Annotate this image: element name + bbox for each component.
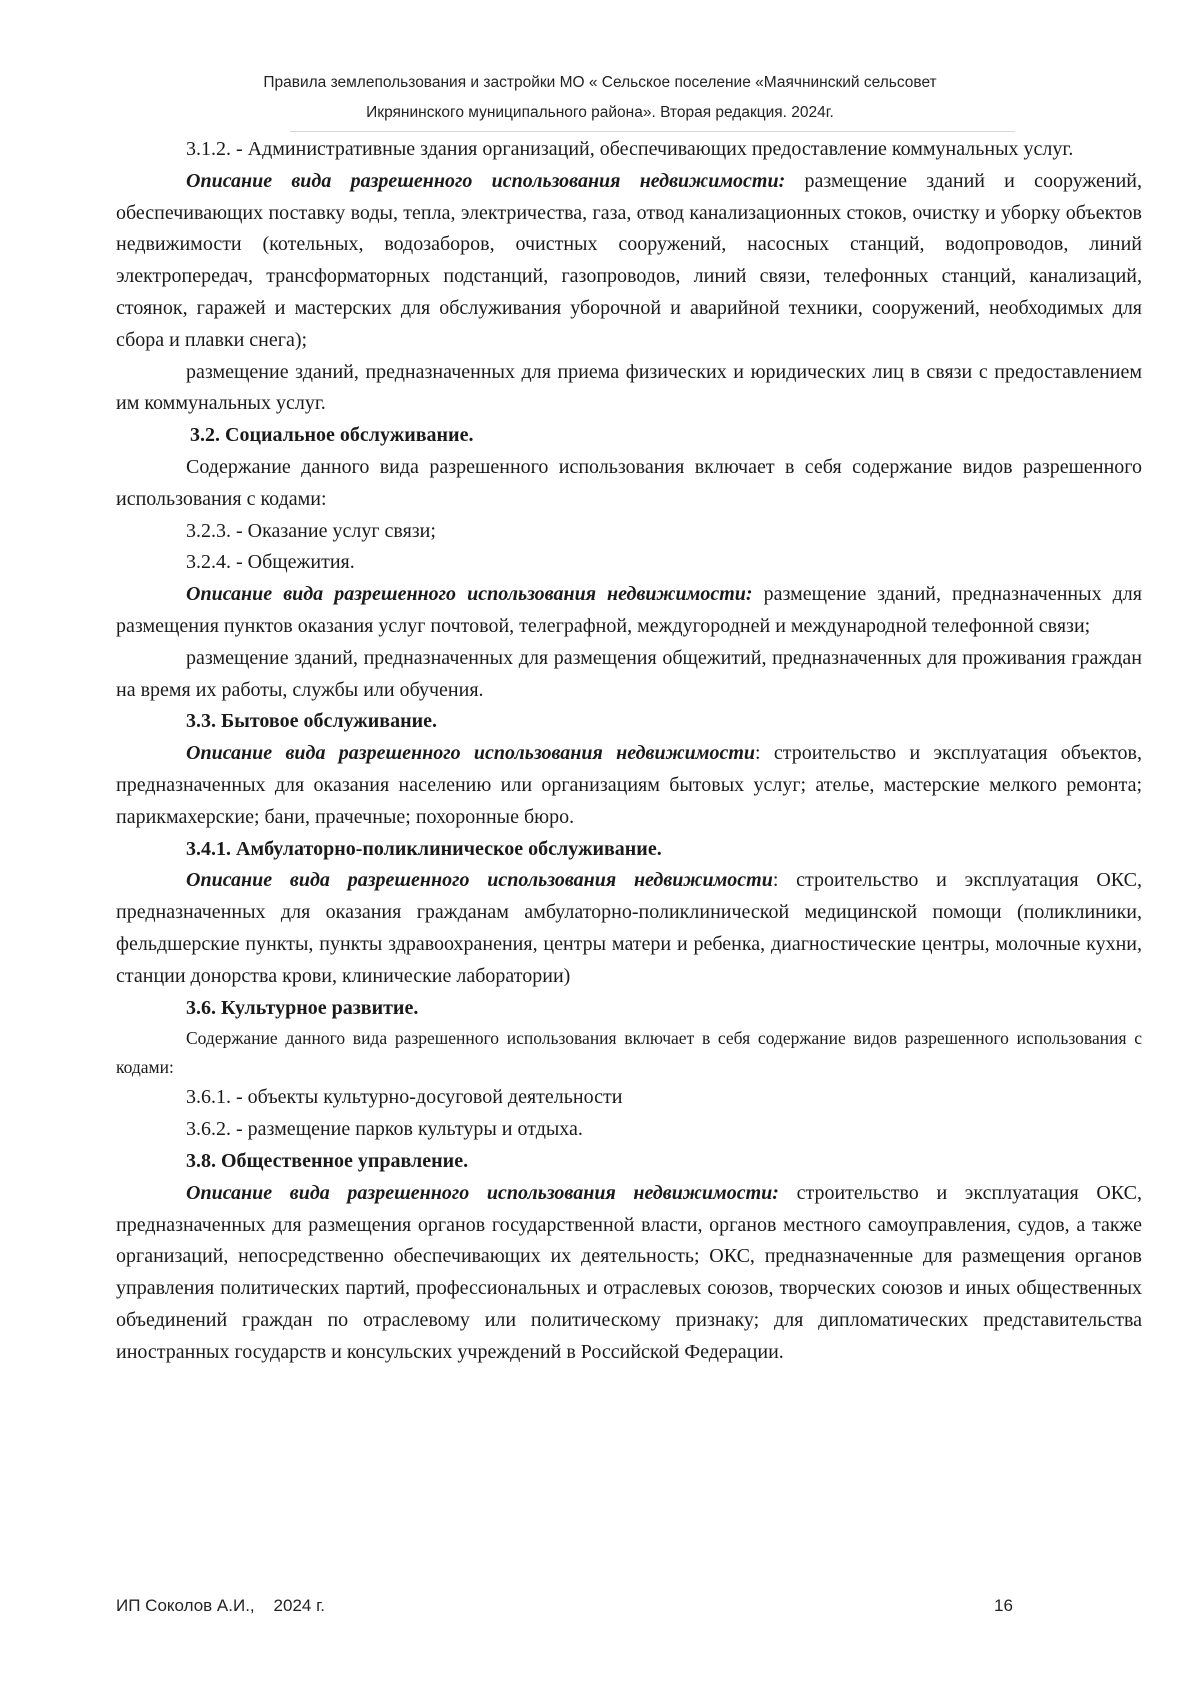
paragraph-description [116, 865, 1142, 992]
header-line-1: Правила землепользования и застройки МО « Сельское поселение «Маячнинский сельсовет [263, 74, 937, 91]
paragraph: размещение зданий, предназначенных для приема физических и юридических лиц в связи с предоставлением им коммунальных услуг. [116, 360, 1142, 415]
paragraph: Содержание данного вида разрешенного использования включает в себя содержание видов разрешенного использования с кодами: [116, 455, 1142, 510]
section-heading-3-6: 3.6. Культурное развитие. [186, 996, 419, 1019]
paragraph-3-1-2: 3.1.2. - Административные здания организаций, обеспечивающих предоставление коммунальных услуг. [186, 138, 1074, 160]
footer-author: ИП Соколов А.И., 2024 г. [116, 1596, 325, 1615]
page-number: 16 [994, 1596, 1013, 1615]
list-item: 3.6.2. - размещение парков культуры и отдыха. [186, 1118, 583, 1141]
description-label: Описание вида разрешенного использования недвижимости [186, 869, 773, 892]
document-body [116, 134, 1142, 1368]
section-heading-3-3: 3.3. Бытовое обслуживание. [186, 710, 438, 733]
list-item: 3.2.3. - Оказание услуг связи; [186, 519, 436, 542]
section-heading-3-2: 3.2. Социальное обслуживание. [190, 424, 474, 447]
page-header [0, 68, 1200, 128]
description-label: Описание вида разрешенного использования недвижимости: [186, 583, 753, 606]
description-text: размещение зданий, предназначенных для размещения пунктов оказания услуг почтовой, телеграфной, междугородней и международной телефонной связи; [116, 583, 1142, 637]
description-label: Описание вида разрешенного использования недвижимости: [186, 169, 786, 192]
paragraph-description [116, 166, 1142, 357]
description-text: : строительство и эксплуатация объектов, предназначенных для оказания населению или организациям бытовых услуг; ателье, мастерские мелкого ремонта; парикмахерские; бани, прачечные; похоронные бюро. [116, 742, 1142, 828]
paragraph-description [116, 579, 1142, 643]
header-line-2: Икрянинского муниципального района». Вторая редакция. 2024г. [366, 104, 834, 121]
paragraph: размещение зданий, предназначенных для размещения общежитий, предназначенных для проживания граждан на время их работы, службы или обучения. [116, 646, 1142, 701]
section-heading-3-4-1: 3.4.1. Амбулаторно-поликлиническое обслуживание. [186, 837, 662, 860]
description-text: размещение зданий и сооружений, обеспечивающих поставку воды, тепла, электричества, газа, отвод канализационных стоков, очистку и уборку объектов недвижимости (котельных, водозаборов, очистных сооружений, насосных станций, водопроводов, линий электропередач, трансформаторных подстанций, газопроводов, линий связи, телефонных станций, канализаций, стоянок, гаражей и мастерских для обслуживания уборочной и аварийной техники, сооружений, необходимых для сбора и плавки снега); [116, 169, 1142, 351]
description-text: : строительство и эксплуатация ОКС, предназначенных для оказания гражданам амбулаторно-поликлинической медицинской помощи (поликлиники, фельдшерские пункты, пункты здравоохранения, центры матери и ребенка, диагностические центры, молочные кухни, станции донорства крови, клинические лаборатории) [116, 869, 1142, 987]
description-label: Описание вида разрешенного использования недвижимости: [186, 1181, 779, 1204]
description-text: строительство и эксплуатация ОКС, предназначенных для размещения органов государственной власти, органов местного самоуправления, судов, а также организаций, непосредственно обеспечивающих их деятельность; ОКС, предназначенные для размещения органов управления политических партий, профессиональных и отраслевых союзов, творческих союзов и иных общественных объединений граждан по отраслевому или политическому признаку; для дипломатических представительства иностранных государств и консульских учреждений в Российской Федерации. [116, 1181, 1142, 1363]
paragraph-description [116, 1178, 1142, 1369]
header-divider [290, 131, 1015, 132]
paragraph-description [116, 738, 1142, 833]
paragraph: Содержание данного вида разрешенного использования включает в себя содержание видов разрешенного использования с кодами: [116, 1028, 1142, 1078]
description-label: Описание вида разрешенного использования недвижимости [186, 742, 756, 765]
list-item: 3.6.1. - объекты культурно-досуговой деятельности [186, 1086, 623, 1109]
section-heading-3-8: 3.8. Общественное управление. [186, 1149, 469, 1172]
list-item: 3.2.4. - Общежития. [186, 551, 355, 574]
